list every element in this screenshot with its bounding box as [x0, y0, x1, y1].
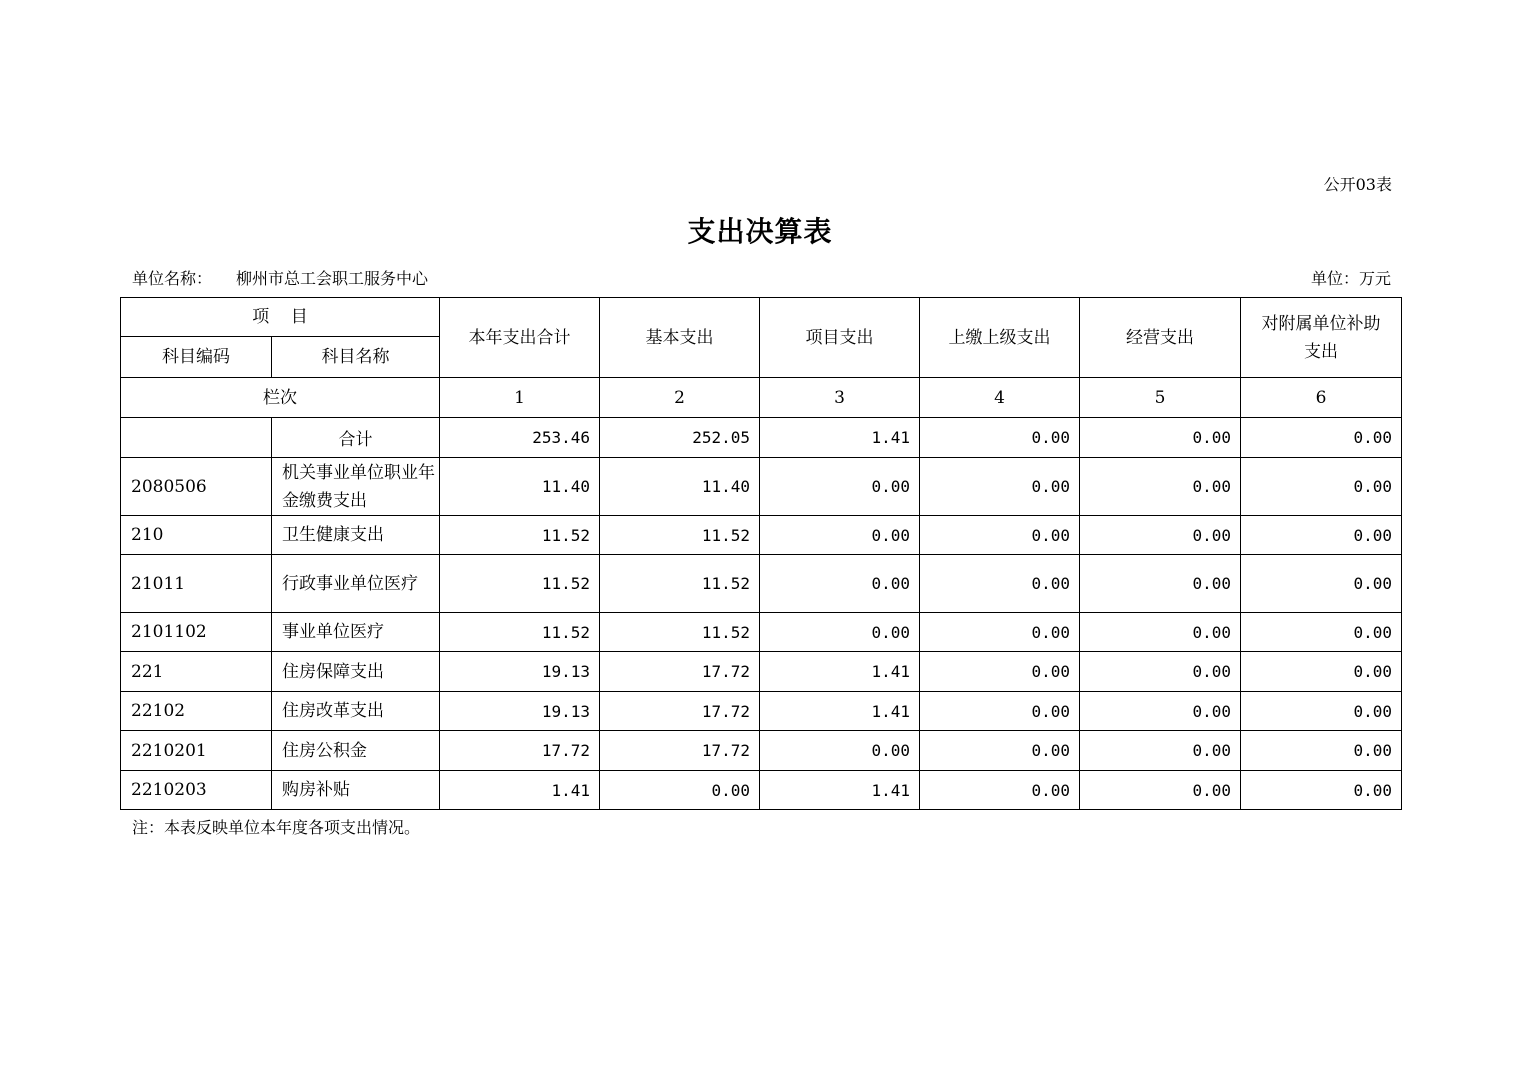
table-note: 注：本表反映单位本年度各项支出情况。	[132, 818, 421, 837]
header-upper: 上缴上级支出	[920, 298, 1080, 378]
value-cell: 0.00	[760, 613, 920, 652]
value-cell: 252.05	[600, 418, 760, 458]
table-header	[121, 298, 1402, 418]
value-cell: 0.00	[1080, 516, 1241, 555]
value-cell: 0.00	[920, 652, 1080, 692]
value-cell: 0.00	[1241, 771, 1402, 810]
table-row	[121, 652, 1402, 692]
header-name: 科目名称	[272, 337, 440, 378]
row-name: 机关事业单位职业年金缴费支出	[272, 458, 440, 516]
value-cell: 11.52	[600, 516, 760, 555]
value-cell: 17.72	[600, 692, 760, 731]
value-cell: 0.00	[1080, 652, 1241, 692]
value-cell: 0.00	[1241, 613, 1402, 652]
row-name: 卫生健康支出	[272, 516, 440, 555]
value-cell: 0.00	[1241, 418, 1402, 458]
value-cell: 0.00	[1080, 458, 1241, 516]
org-name: 柳州市总工会职工服务中心	[236, 269, 429, 288]
row-code: 2210201	[121, 731, 272, 771]
value-cell: 0.00	[600, 771, 760, 810]
header-code: 科目编码	[121, 337, 272, 378]
unit-label: 单位：万元	[1310, 269, 1391, 288]
value-cell: 0.00	[760, 555, 920, 613]
table-row	[121, 516, 1402, 555]
col-number: 6	[1241, 378, 1402, 418]
value-cell: 0.00	[920, 418, 1080, 458]
value-cell: 0.00	[920, 516, 1080, 555]
value-cell: 0.00	[1080, 555, 1241, 613]
table-row	[121, 613, 1402, 652]
col-number: 1	[440, 378, 600, 418]
column-number-row	[121, 378, 1402, 418]
value-cell: 0.00	[1080, 692, 1241, 731]
table-row	[121, 692, 1402, 731]
value-cell: 11.52	[440, 555, 600, 613]
row-code: 22102	[121, 692, 272, 731]
row-code: 2210203	[121, 771, 272, 810]
value-cell: 0.00	[920, 731, 1080, 771]
value-cell: 17.72	[600, 731, 760, 771]
value-cell: 1.41	[760, 418, 920, 458]
value-cell: 0.00	[760, 516, 920, 555]
row-name: 住房改革支出	[272, 692, 440, 731]
row-name: 合计	[272, 418, 440, 458]
page-title: 支出决算表	[687, 215, 833, 248]
value-cell: 0.00	[760, 458, 920, 516]
value-cell: 0.00	[1241, 458, 1402, 516]
header-col-label: 栏次	[121, 378, 440, 418]
table-row	[121, 555, 1402, 613]
row-code: 2101102	[121, 613, 272, 652]
value-cell: 0.00	[1241, 516, 1402, 555]
header-business: 经营支出	[1080, 298, 1241, 378]
col-number: 3	[760, 378, 920, 418]
header-total: 本年支出合计	[440, 298, 600, 378]
value-cell: 17.72	[600, 652, 760, 692]
row-name: 住房公积金	[272, 731, 440, 771]
value-cell: 0.00	[1241, 652, 1402, 692]
value-cell: 11.52	[600, 555, 760, 613]
value-cell: 1.41	[760, 692, 920, 731]
header-project: 项目支出	[760, 298, 920, 378]
expenditure-table	[120, 297, 1402, 810]
value-cell: 19.13	[440, 652, 600, 692]
value-cell: 0.00	[920, 692, 1080, 731]
org-label: 单位名称：	[132, 269, 213, 288]
value-cell: 0.00	[1080, 418, 1241, 458]
value-cell: 11.40	[440, 458, 600, 516]
col-number: 5	[1080, 378, 1241, 418]
row-name: 住房保障支出	[272, 652, 440, 692]
value-cell: 0.00	[920, 771, 1080, 810]
col-number: 4	[920, 378, 1080, 418]
value-cell: 11.52	[440, 613, 600, 652]
row-code: 221	[121, 652, 272, 692]
value-cell: 0.00	[1080, 771, 1241, 810]
row-code: 210	[121, 516, 272, 555]
value-cell: 0.00	[1241, 555, 1402, 613]
value-cell: 0.00	[920, 555, 1080, 613]
form-number: 公开03表	[1323, 175, 1392, 194]
value-cell: 1.41	[760, 652, 920, 692]
header-subsidy: 对附属单位补助支出	[1241, 298, 1402, 378]
row-name: 事业单位医疗	[272, 613, 440, 652]
value-cell: 0.00	[760, 731, 920, 771]
header-item: 项 目	[121, 298, 440, 337]
value-cell: 0.00	[920, 613, 1080, 652]
value-cell: 0.00	[1241, 731, 1402, 771]
value-cell: 11.52	[600, 613, 760, 652]
org-info	[132, 266, 428, 289]
value-cell: 0.00	[1080, 731, 1241, 771]
value-cell: 0.00	[920, 458, 1080, 516]
value-cell: 11.40	[600, 458, 760, 516]
value-cell: 11.52	[440, 516, 600, 555]
unit-line	[132, 266, 1391, 289]
value-cell: 1.41	[760, 771, 920, 810]
row-name: 购房补贴	[272, 771, 440, 810]
table-body	[121, 418, 1402, 810]
col-number: 2	[600, 378, 760, 418]
row-code	[121, 418, 272, 458]
total-row	[121, 418, 1402, 458]
value-cell: 0.00	[1080, 613, 1241, 652]
row-code: 2080506	[121, 458, 272, 516]
value-cell: 0.00	[1241, 692, 1402, 731]
table-row	[121, 771, 1402, 810]
value-cell: 1.41	[440, 771, 600, 810]
value-cell: 17.72	[440, 731, 600, 771]
row-name: 行政事业单位医疗	[272, 555, 440, 613]
table-row	[121, 731, 1402, 771]
header-basic: 基本支出	[600, 298, 760, 378]
value-cell: 19.13	[440, 692, 600, 731]
row-code: 21011	[121, 555, 272, 613]
table-row	[121, 458, 1402, 516]
value-cell: 253.46	[440, 418, 600, 458]
